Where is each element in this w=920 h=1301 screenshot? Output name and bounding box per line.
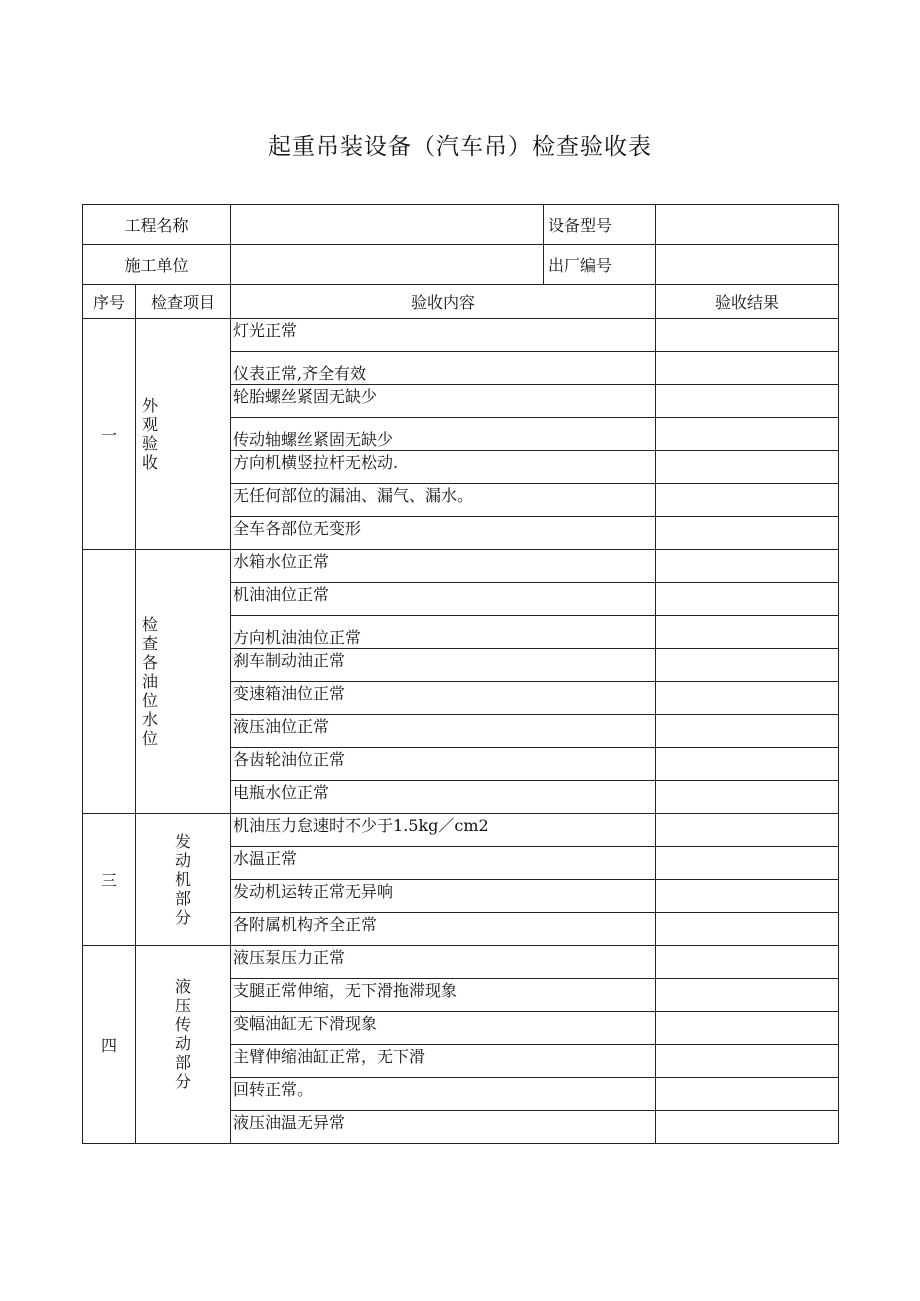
- page-title: 起重吊装设备（汽车吊）检查验收表: [268, 134, 652, 160]
- section-item-label: 发动机部分: [175, 832, 192, 927]
- table-row: [83, 550, 839, 583]
- construction-unit-field[interactable]: [231, 245, 544, 285]
- equipment-model-field[interactable]: [656, 205, 839, 245]
- result-cell[interactable]: [656, 550, 839, 583]
- factory-number-field[interactable]: [656, 245, 839, 285]
- section-seq: [83, 550, 136, 814]
- table-row: [83, 319, 839, 352]
- column-content: 验收内容: [231, 285, 656, 319]
- section-item: [136, 550, 231, 814]
- column-header-row: [83, 285, 839, 319]
- result-cell[interactable]: [656, 418, 839, 451]
- inspection-content: 支腿正常伸缩，无下滑拖滞现象: [231, 979, 656, 1012]
- inspection-content: 电瓶水位正常: [231, 781, 656, 814]
- result-cell[interactable]: [656, 682, 839, 715]
- result-cell[interactable]: [656, 616, 839, 649]
- inspection-content: 水箱水位正常: [231, 550, 656, 583]
- project-name-label: 工程名称: [83, 205, 231, 245]
- section-seq: 一: [83, 319, 136, 550]
- inspection-table: [82, 204, 839, 1144]
- construction-unit-label: 施工单位: [83, 245, 231, 285]
- inspection-content: 回转正常。: [231, 1078, 656, 1111]
- result-cell[interactable]: [656, 649, 839, 682]
- inspection-content: 方向机横竖拉杆无松动.: [231, 451, 656, 484]
- header-row-unit: [83, 245, 839, 285]
- inspection-content: 水温正常: [231, 847, 656, 880]
- section-seq: 三: [83, 814, 136, 946]
- inspection-content: 轮胎螺丝紧固无缺少: [231, 385, 656, 418]
- factory-number-label: 出厂编号: [544, 245, 656, 285]
- project-name-field[interactable]: [231, 205, 544, 245]
- table-row: [83, 814, 839, 847]
- table-row: [83, 946, 839, 979]
- section-item: [136, 946, 231, 1144]
- section-item-label: 检查各油位水位: [142, 615, 159, 748]
- result-cell[interactable]: [656, 319, 839, 352]
- inspection-content: 液压油温无异常: [231, 1111, 656, 1144]
- inspection-content: 各齿轮油位正常: [231, 748, 656, 781]
- section-item-label: 液压传动部分: [175, 976, 192, 1091]
- inspection-content: 全车各部位无变形: [231, 517, 656, 550]
- result-cell[interactable]: [656, 814, 839, 847]
- result-cell[interactable]: [656, 352, 839, 385]
- result-cell[interactable]: [656, 484, 839, 517]
- result-cell[interactable]: [656, 781, 839, 814]
- inspection-content: 各附属机构齐全正常: [231, 913, 656, 946]
- result-cell[interactable]: [656, 517, 839, 550]
- result-cell[interactable]: [656, 946, 839, 979]
- inspection-content: 刹车制动油正常: [231, 649, 656, 682]
- result-cell[interactable]: [656, 1045, 839, 1078]
- inspection-content: 液压油位正常: [231, 715, 656, 748]
- inspection-content: 变速箱油位正常: [231, 682, 656, 715]
- result-cell[interactable]: [656, 583, 839, 616]
- result-cell[interactable]: [656, 979, 839, 1012]
- sections-body: [83, 319, 839, 1144]
- inspection-content: 主臂伸缩油缸正常，无下滑: [231, 1045, 656, 1078]
- inspection-content: 无任何部位的漏油、漏气、漏水。: [231, 484, 656, 517]
- inspection-content: 方向机油油位正常: [231, 616, 656, 649]
- result-cell[interactable]: [656, 748, 839, 781]
- inspection-content: 发动机运转正常无异响: [231, 880, 656, 913]
- result-cell[interactable]: [656, 847, 839, 880]
- section-seq: 四: [83, 946, 136, 1144]
- inspection-content: 机油油位正常: [231, 583, 656, 616]
- section-item: [136, 814, 231, 946]
- result-cell[interactable]: [656, 1078, 839, 1111]
- header-row-project: [83, 205, 839, 245]
- equipment-model-label: 设备型号: [544, 205, 656, 245]
- section-item-label: 外观验收: [142, 396, 159, 472]
- result-cell[interactable]: [656, 385, 839, 418]
- section-item: [136, 319, 231, 550]
- inspection-content: 变幅油缸无下滑现象: [231, 1012, 656, 1045]
- result-cell[interactable]: [656, 451, 839, 484]
- inspection-content: 仪表正常,齐全有效: [231, 352, 656, 385]
- result-cell[interactable]: [656, 913, 839, 946]
- inspection-content: 液压泵压力正常: [231, 946, 656, 979]
- inspection-content: 灯光正常: [231, 319, 656, 352]
- inspection-content: 传动轴螺丝紧固无缺少: [231, 418, 656, 451]
- column-seq: 序号: [83, 285, 136, 319]
- result-cell[interactable]: [656, 1111, 839, 1144]
- column-result: 验收结果: [656, 285, 839, 319]
- result-cell[interactable]: [656, 715, 839, 748]
- column-item: 检查项目: [136, 285, 231, 319]
- inspection-content: 机油压力怠速时不少于1.5kg／cm2: [231, 814, 656, 847]
- result-cell[interactable]: [656, 880, 839, 913]
- result-cell[interactable]: [656, 1012, 839, 1045]
